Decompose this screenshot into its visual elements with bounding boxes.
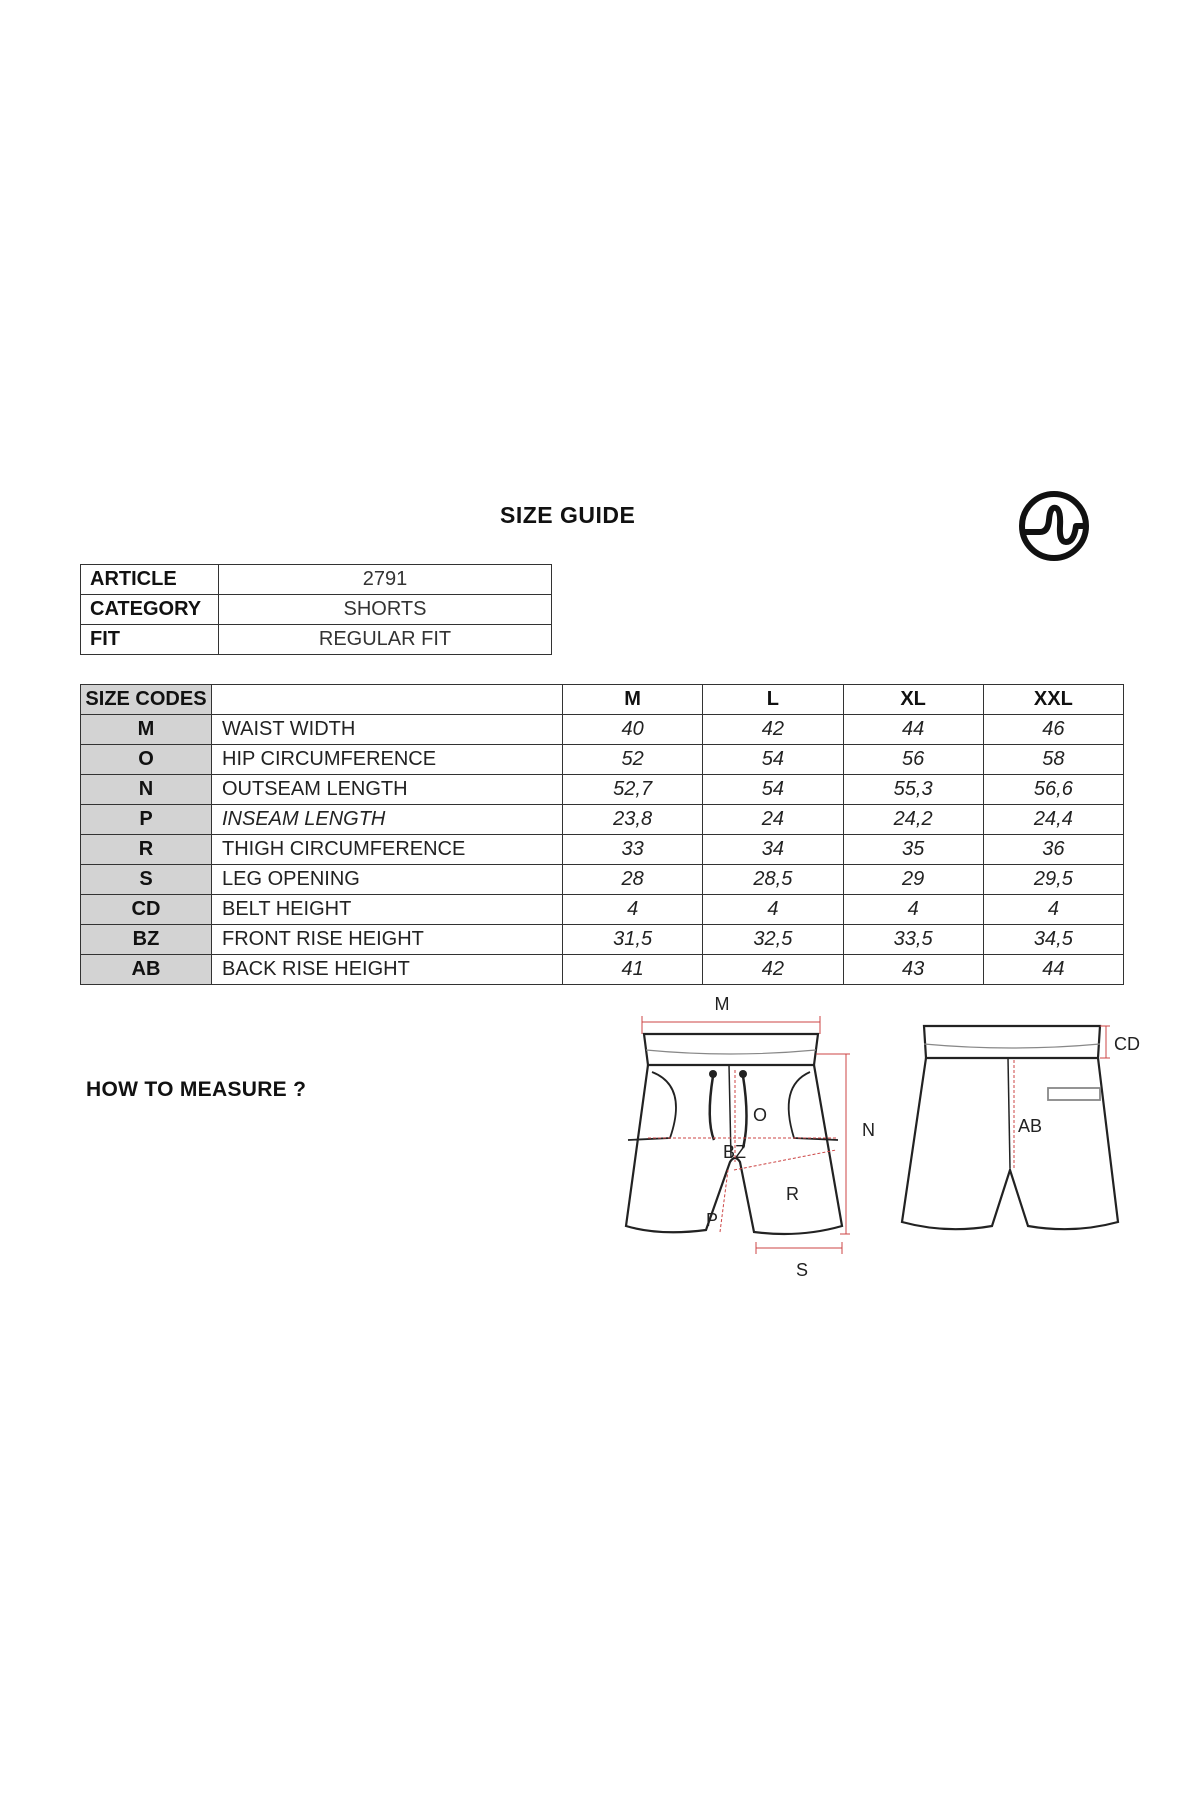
size-value: 40 [563, 715, 703, 745]
measurement-name: BACK RISE HEIGHT [212, 955, 563, 985]
info-label: CATEGORY [81, 595, 219, 625]
size-value: 24,2 [843, 805, 983, 835]
size-code: BZ [81, 925, 212, 955]
size-value: 24,4 [983, 805, 1123, 835]
info-row-category [81, 595, 552, 625]
size-code: R [81, 835, 212, 865]
size-value: 42 [703, 955, 843, 985]
page-title: SIZE GUIDE [500, 502, 636, 528]
label-m: M [714, 994, 730, 1014]
label-cd: CD [1114, 1034, 1140, 1054]
info-row-article [81, 565, 552, 595]
size-row-s [81, 865, 1124, 895]
size-value: 46 [983, 715, 1123, 745]
size-value: 43 [843, 955, 983, 985]
size-header-xl: XL [843, 685, 983, 715]
front-shorts-drawing [626, 1034, 842, 1234]
size-value: 58 [983, 745, 1123, 775]
size-value: 44 [983, 955, 1123, 985]
size-code: S [81, 865, 212, 895]
size-row-ab [81, 955, 1124, 985]
label-n: N [862, 1120, 875, 1140]
size-value: 36 [983, 835, 1123, 865]
size-value: 41 [563, 955, 703, 985]
size-value: 33,5 [843, 925, 983, 955]
size-code: N [81, 775, 212, 805]
measurement-name: LEG OPENING [212, 865, 563, 895]
size-value: 42 [703, 715, 843, 745]
size-value: 29 [843, 865, 983, 895]
brand-logo-icon [1018, 490, 1090, 562]
size-value: 23,8 [563, 805, 703, 835]
size-chart-table [80, 684, 1124, 985]
size-row-n [81, 775, 1124, 805]
size-value: 28,5 [703, 865, 843, 895]
label-p: P [706, 1210, 719, 1230]
size-code: CD [81, 895, 212, 925]
measurement-name: INSEAM LENGTH [212, 805, 563, 835]
size-value: 54 [703, 775, 843, 805]
size-value: 35 [843, 835, 983, 865]
description-header [212, 685, 563, 715]
size-value: 4 [983, 895, 1123, 925]
size-row-bz [81, 925, 1124, 955]
size-value: 44 [843, 715, 983, 745]
size-value: 4 [563, 895, 703, 925]
size-code: P [81, 805, 212, 835]
size-row-m [81, 715, 1124, 745]
size-table-header [81, 685, 1124, 715]
size-code: O [81, 745, 212, 775]
size-value: 55,3 [843, 775, 983, 805]
drawstring-eyelet-icon [739, 1070, 747, 1078]
label-r: R [786, 1184, 799, 1204]
label-ab: AB [1018, 1116, 1043, 1136]
label-o: O [753, 1105, 768, 1125]
size-header-l: L [703, 685, 843, 715]
size-row-o [81, 745, 1124, 775]
size-code: AB [81, 955, 212, 985]
info-label: FIT [81, 625, 219, 655]
measurement-name: WAIST WIDTH [212, 715, 563, 745]
info-value: REGULAR FIT [219, 625, 552, 655]
size-value: 34 [703, 835, 843, 865]
size-value: 56 [843, 745, 983, 775]
size-row-r [81, 835, 1124, 865]
info-value: SHORTS [219, 595, 552, 625]
measurement-name: FRONT RISE HEIGHT [212, 925, 563, 955]
size-header-xxl: XXL [983, 685, 1123, 715]
size-code: M [81, 715, 212, 745]
info-label: ARTICLE [81, 565, 219, 595]
label-s: S [796, 1260, 809, 1280]
how-to-measure-heading: HOW TO MEASURE ? [86, 1078, 307, 1101]
size-value: 52,7 [563, 775, 703, 805]
size-value: 33 [563, 835, 703, 865]
size-value: 4 [843, 895, 983, 925]
size-row-cd [81, 895, 1124, 925]
size-value: 24 [703, 805, 843, 835]
size-value: 54 [703, 745, 843, 775]
size-value: 52 [563, 745, 703, 775]
measurement-name: OUTSEAM LENGTH [212, 775, 563, 805]
measurement-name: BELT HEIGHT [212, 895, 563, 925]
size-value: 32,5 [703, 925, 843, 955]
size-row-p [81, 805, 1124, 835]
size-value: 28 [563, 865, 703, 895]
size-header-m: M [563, 685, 703, 715]
info-row-fit [81, 625, 552, 655]
measurement-name: THIGH CIRCUMFERENCE [212, 835, 563, 865]
size-value: 31,5 [563, 925, 703, 955]
back-shorts-drawing [902, 1026, 1118, 1229]
size-codes-header: SIZE CODES [81, 685, 212, 715]
measurement-name: HIP CIRCUMFERENCE [212, 745, 563, 775]
article-info-table [80, 564, 552, 655]
size-value: 4 [703, 895, 843, 925]
label-bz: BZ [723, 1142, 747, 1162]
size-value: 29,5 [983, 865, 1123, 895]
size-value: 34,5 [983, 925, 1123, 955]
drawstring-eyelet-icon [709, 1070, 717, 1078]
size-value: 56,6 [983, 775, 1123, 805]
info-value: 2791 [219, 565, 552, 595]
measurement-diagram [610, 990, 1140, 1300]
